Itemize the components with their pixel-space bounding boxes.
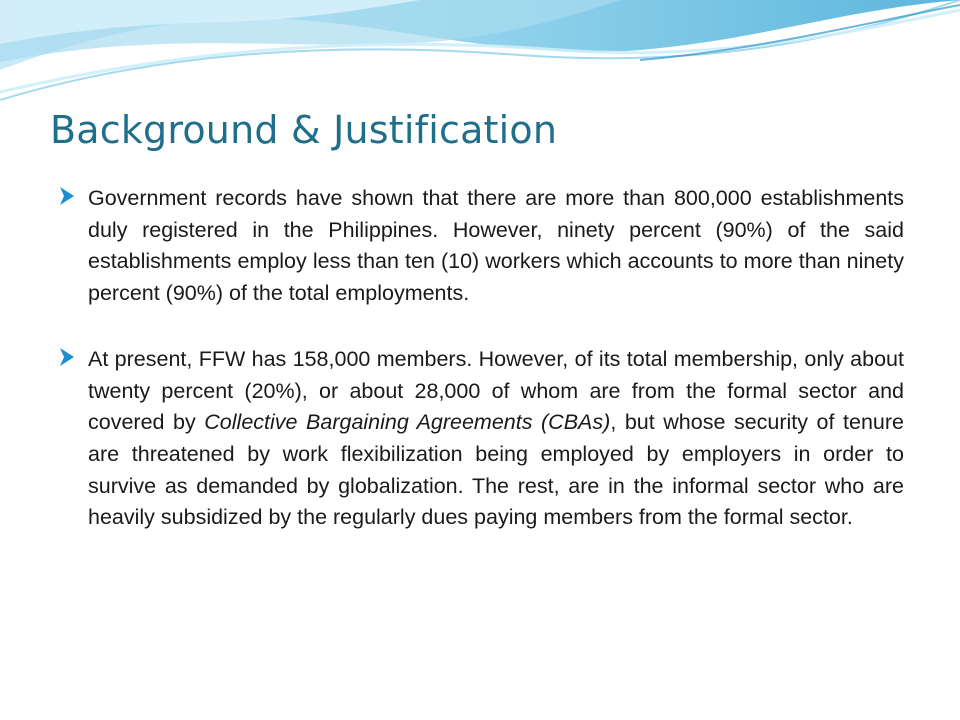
arrowhead-bullet-icon <box>60 348 74 366</box>
bullet-text-part: , but whose security of tenure are threatened by work flexibilization being employed by employers in order to survive as demanded by globalization. The rest, are in the informal sector who are heavily subsidized by the regularly dues paying members from the formal sector. <box>88 410 904 530</box>
bullet-item <box>60 344 904 534</box>
bullet-italic-term: Collective Bargaining Agreements (CBAs) <box>204 410 611 435</box>
bullet-text <box>88 344 904 534</box>
bullet-list <box>60 183 904 534</box>
header-wave-decoration <box>0 0 960 110</box>
arrowhead-bullet-icon <box>60 187 74 205</box>
bullet-item <box>60 183 904 310</box>
slide-title: Background & Justification <box>50 108 558 152</box>
bullet-text: Government records have shown that there are more than 800,000 establishments duly registered in the Philippines. However, ninety percent (90%) of the said establishments employ less than ten (10) workers which accounts to more than ninety percent (90%) of the total employments. <box>88 186 904 306</box>
bullet-text-part: At present, FFW has 158,000 members. However, of its total membership, only about twenty percent (20%), or about 28,000 of whom are from the formal sector and covered by <box>88 346 904 435</box>
